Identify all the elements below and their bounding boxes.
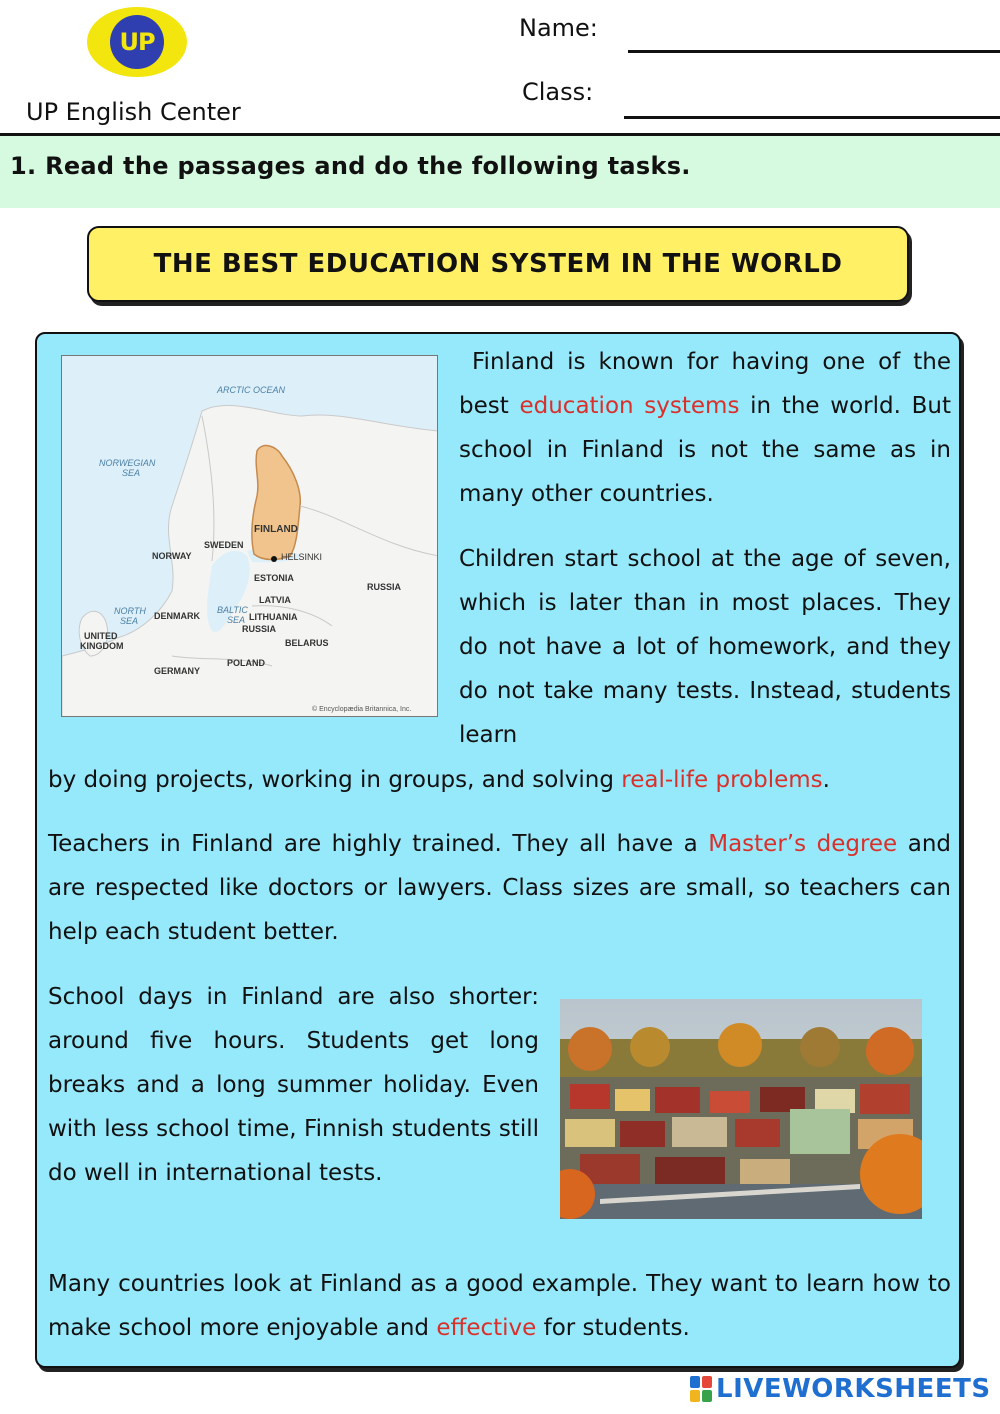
map-label-norwegian-sea: SEA: [122, 468, 141, 478]
p3-part-2: and are respected like doctors or lawyers. Class sizes are small, so teachers can help each student better.: [48, 831, 951, 945]
map-label-north: NORTH: [114, 606, 146, 616]
name-label: Name:: [519, 14, 598, 42]
map-credit: © Encyclopædia Britannica, Inc.: [312, 706, 412, 713]
p2-highlight: real-life problems: [621, 767, 823, 793]
map-label-norway: NORWAY: [152, 551, 192, 561]
map-label-latvia: LATVIA: [259, 595, 291, 605]
paragraph-3: [48, 822, 951, 954]
map-label-baltic-sea: SEA: [227, 615, 246, 625]
map-label-uk-2: KINGDOM: [80, 641, 124, 651]
class-label: Class:: [522, 78, 594, 106]
center-name: UP English Center: [26, 98, 241, 126]
paragraph-5: [48, 1262, 951, 1350]
class-input-line[interactable]: [624, 116, 1000, 119]
paragraph-2-top: Children start school at the age of seven, which is later than in most places. They do not have a lot of homework, and they do not take many tests. Instead, students learn: [459, 546, 951, 748]
liveworksheets-icon: [690, 1376, 712, 1402]
map-label-helsinki: HELSINKI: [281, 552, 323, 562]
paragraph-1: [459, 340, 951, 516]
map-label-estonia: ESTONIA: [254, 573, 294, 583]
paragraph-4: School days in Finland are also shorter: around five hours. Students get long breaks and a long summer holiday. Even with less school time, Finnish students still do well in international tests.: [48, 984, 539, 1186]
paragraph-2-bottom: [48, 758, 951, 802]
map-label-baltic: BALTIC: [217, 605, 248, 615]
finland-map: [61, 355, 438, 717]
map-label-lithuania: LITHUANIA: [249, 612, 298, 622]
logo: [87, 7, 187, 77]
map-label-north-sea: SEA: [120, 616, 139, 626]
p2-part-1: by doing projects, working in groups, and solving: [48, 767, 622, 793]
liveworksheets-brand: LIVEWORKSHEETS: [716, 1374, 991, 1404]
name-input-line[interactable]: [628, 50, 1000, 53]
map-label-uk: UNITED: [84, 631, 118, 641]
p1-part-2: in the world. But school in Finland is not the same as in many other countries.: [459, 393, 951, 507]
map-label-germany: GERMANY: [154, 666, 201, 676]
map-label-russia-kaliningrad: RUSSIA: [242, 624, 277, 634]
map-label-denmark: DENMARK: [154, 611, 200, 621]
town-photo-image: [560, 999, 922, 1219]
map-label-russia: RUSSIA: [367, 582, 402, 592]
task-instruction: 1. Read the passages and do the following tasks.: [10, 152, 691, 180]
porvoo-town-photo: [560, 999, 922, 1219]
p1-highlight: education systems: [519, 393, 740, 419]
p5-part-2: for students.: [536, 1315, 690, 1341]
p3-highlight: Master’s degree: [708, 831, 898, 857]
map-image: [62, 356, 438, 717]
p1-part-1: Finland is known for having one of the best: [459, 349, 952, 419]
passage-title: THE BEST EDUCATION SYSTEM IN THE WORLD: [153, 249, 843, 279]
map-label-belarus: BELARUS: [285, 638, 329, 648]
p2-part-2: .: [822, 767, 830, 793]
logo-mark: UP: [110, 15, 164, 69]
map-label-poland: POLAND: [227, 658, 265, 668]
map-label-sweden: SWEDEN: [204, 540, 244, 550]
p5-part-1: Many countries look at Finland as a good example. They want to learn how to make school more enjoyable and: [48, 1271, 951, 1341]
p5-highlight: effective: [436, 1315, 537, 1341]
title-box: [87, 226, 909, 302]
liveworksheets-logo[interactable]: [690, 1374, 991, 1404]
map-label-norwegian: NORWEGIAN: [99, 458, 156, 468]
map-label-arctic: ARCTIC OCEAN: [217, 385, 286, 395]
p3-part-1: Teachers in Finland are highly trained. They all have a: [48, 831, 709, 857]
map-label-finland: FINLAND: [254, 524, 298, 535]
